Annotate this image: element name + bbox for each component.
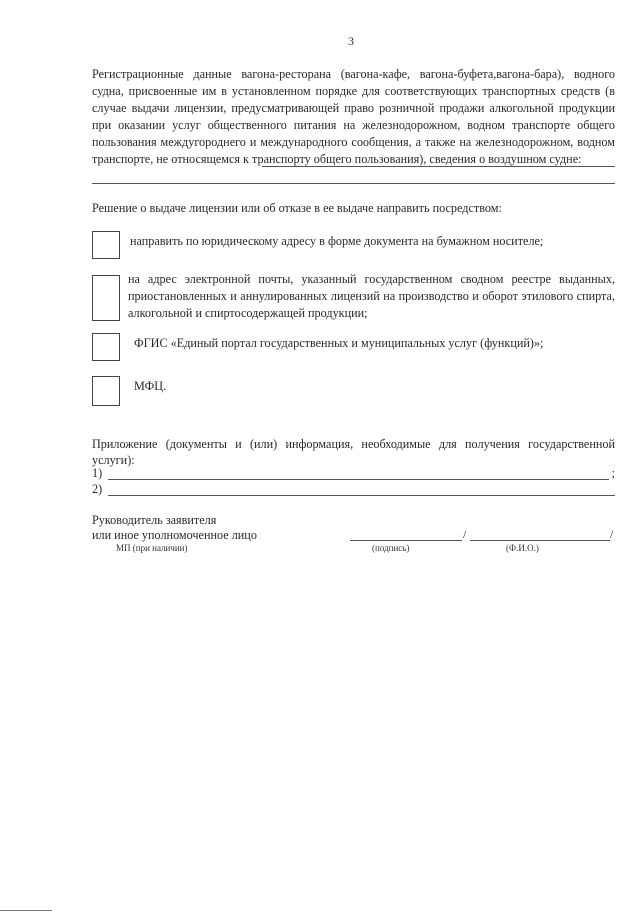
page-number: 3	[348, 34, 354, 48]
attachment-fill-line[interactable]	[108, 495, 615, 496]
full-name-field[interactable]	[470, 540, 610, 541]
attachments-heading: Приложение (документы и (или) информация, необходимые для получения государственной услуги):	[92, 437, 615, 467]
signature-field[interactable]	[350, 540, 462, 541]
option-label-email: на адрес электронной почты, указанный государственном сводном реестре выданных, приостановленных и аннулированных лицензий на производство и оборот этилового спирта, алкогольной и спиртосодержащей продукции;	[128, 272, 615, 320]
signature-caption: (подпись)	[372, 543, 410, 553]
attachment-row-2[interactable]	[92, 482, 615, 500]
full-name-caption: (Ф.И.О.)	[506, 543, 539, 553]
option-label-portal: ФГИС «Единый портал государственных и муниципальных услуг (функций)»;	[134, 336, 544, 350]
separator-slash-end: /	[610, 527, 614, 541]
option-checkbox-email[interactable]	[92, 275, 120, 321]
signer-title-line-1: Руководитель заявителя	[92, 513, 217, 527]
registration-fill-line-1[interactable]	[262, 166, 615, 167]
signer-title-line-2: или иное уполномоченное лицо	[92, 528, 257, 542]
option-checkbox-portal[interactable]	[92, 333, 120, 361]
registration-paragraph: Регистрационные данные вагона-ресторана (вагона-кафе, вагона-буфета,вагона-бара), водного судна, присвоенные им в установленном порядке для соответствующих транспортных средств (в случае выдачи лицензии, предусматривающей право розничной продажи алкогольной продукции при оказании услуг общественного питания на железнодорожном, водном транспорте общего пользования междугороднего и международного сообщения, а также на железнодорожном, водном транспорте, не относящемся к транспорту общего пользования), сведения о воздушном судне:	[92, 67, 615, 166]
attachment-number: 2)	[92, 482, 103, 496]
attachment-end-mark: ;	[611, 466, 615, 480]
decision-heading: Решение о выдаче лицензии или об отказе в ее выдаче направить посредством:	[92, 201, 502, 215]
attachment-number: 1)	[92, 466, 103, 480]
option-label-paper: направить по юридическому адресу в форме документа на бумажном носителе;	[130, 234, 544, 248]
separator-slash: /	[463, 527, 467, 541]
attachment-fill-line[interactable]	[108, 479, 609, 480]
option-checkbox-paper[interactable]	[92, 231, 120, 259]
seal-note: МП (при наличии)	[116, 543, 188, 553]
option-checkbox-mfc[interactable]	[92, 376, 120, 406]
registration-fill-line-2[interactable]	[92, 183, 615, 184]
option-label-mfc: МФЦ.	[134, 379, 167, 393]
